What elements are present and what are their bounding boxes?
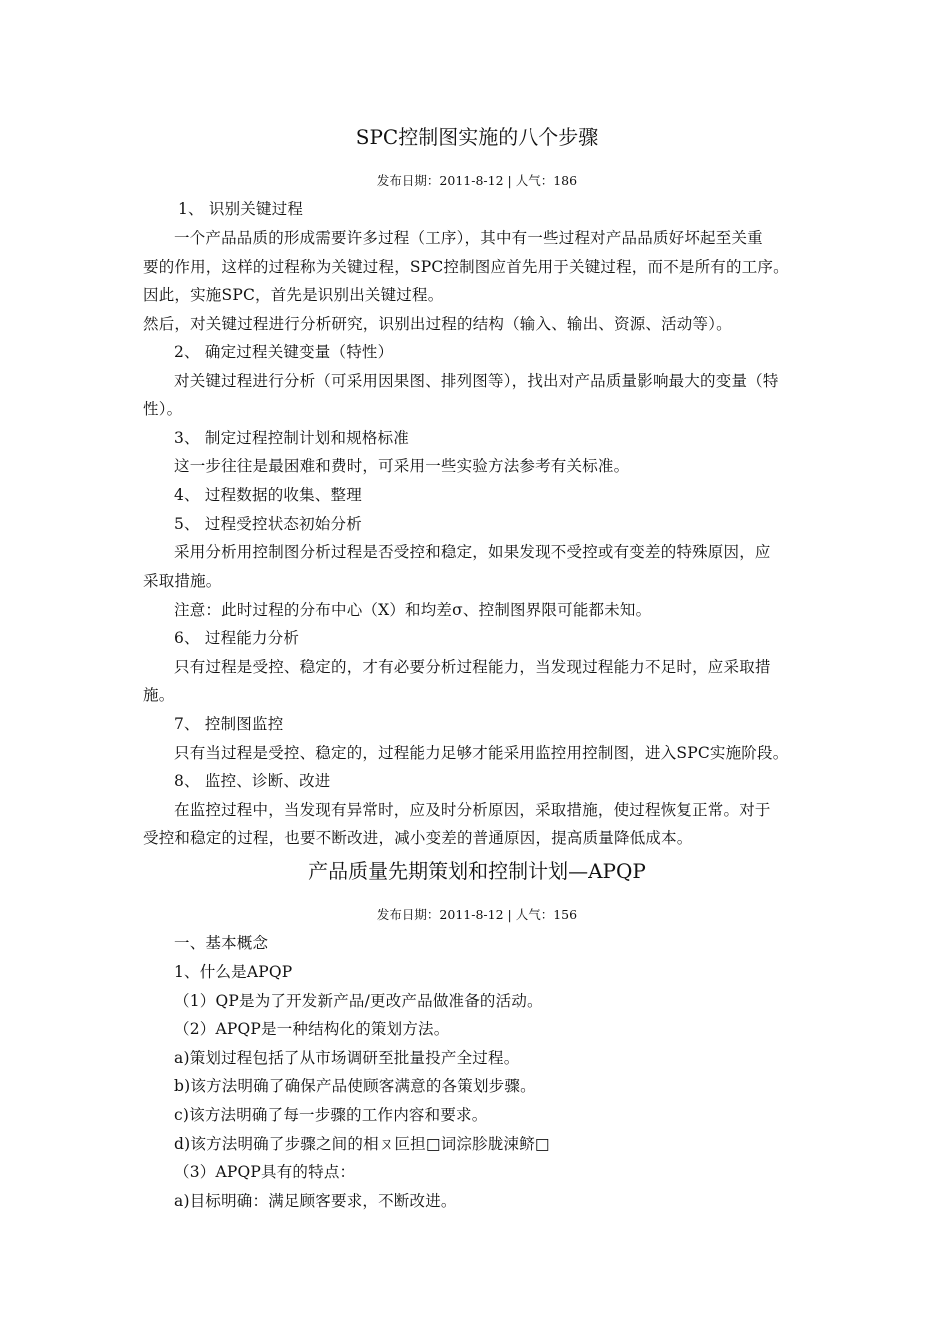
note-line: 注意：此时过程的分布中心（X）和均差σ、控制图界限可能都未知。 xyxy=(174,601,652,619)
paragraph-line: 采取措施。 xyxy=(143,572,222,590)
article-2-meta: 发布日期：2011-8-12 | 人气：156 xyxy=(376,907,578,922)
step-7-heading: 7、 控制图监控 xyxy=(174,715,284,733)
paragraph-line: 只有过程是受控、稳定的，才有必要分析过程能力，当发现过程能力不足时，应采取措 xyxy=(174,658,771,676)
list-item: d)该方法明确了步骤之间的相ㄡ叵担□词淙胗胧涑鲚□ xyxy=(174,1135,550,1153)
paragraph-line: 在监控过程中，当发现有异常时，应及时分析原因，采取措施，使过程恢复正常。对于 xyxy=(174,801,771,819)
step-8-heading: 8、 监控、诊断、改进 xyxy=(174,772,331,790)
step-6-heading: 6、 过程能力分析 xyxy=(174,629,300,647)
list-item: c)该方法明确了每一步骤的工作内容和要求。 xyxy=(174,1106,488,1124)
paragraph-line: 施。 xyxy=(143,686,175,704)
step-1-heading: 1、 识别关键过程 xyxy=(178,200,304,218)
paragraph-line: 一个产品品质的形成需要许多过程（工序），其中有一些过程对产品品质好坏起至关重 xyxy=(174,229,763,247)
article-1-title: SPC控制图实施的八个步骤 xyxy=(355,125,599,149)
list-item: （3）APQP具有的特点： xyxy=(174,1163,356,1181)
step-5-heading: 5、 过程受控状态初始分析 xyxy=(174,515,362,533)
paragraph-line: 然后，对关键过程进行分析研究，识别出过程的结构（输入、输出、资源、活动等）。 xyxy=(143,315,732,333)
article-1-meta: 发布日期：2011-8-12 | 人气：186 xyxy=(376,173,578,188)
paragraph-line: 要的作用，这样的过程称为关键过程，SPC控制图应首先用于关键过程，而不是所有的工序。 xyxy=(143,258,789,276)
subsection-heading: 1、什么是APQP xyxy=(174,963,293,981)
list-item: b)该方法明确了确保产品使顾客满意的各策划步骤。 xyxy=(174,1077,536,1095)
step-3-heading: 3、 制定过程控制计划和规格标准 xyxy=(174,429,409,447)
paragraph-line: 这一步往往是最困难和费时，可采用一些实验方法参考有关标准。 xyxy=(174,457,630,475)
article-2-title: 产品质量先期策划和控制计划—APQP xyxy=(308,859,646,883)
paragraph-line: 因此，实施SPC，首先是识别出关键过程。 xyxy=(143,286,444,304)
list-item: a)目标明确：满足顾客要求，不断改进。 xyxy=(174,1192,457,1210)
paragraph-line: 对关键过程进行分析（可采用因果图、排列图等），找出对产品质量影响最大的变量（特 xyxy=(174,372,779,390)
list-item: （1）QP是为了开发新产品/更改产品做准备的活动。 xyxy=(174,992,543,1010)
paragraph-line: 采用分析用控制图分析过程是否受控和稳定，如果发现不受控或有变差的特殊原因，应 xyxy=(174,543,771,561)
list-item: a)策划过程包括了从市场调研至批量投产全过程。 xyxy=(174,1049,520,1067)
paragraph-line: 性）。 xyxy=(143,400,183,418)
step-2-heading: 2、 确定过程关键变量（特性） xyxy=(174,343,394,361)
list-item: （2）APQP是一种结构化的策划方法。 xyxy=(174,1020,450,1038)
paragraph-line: 受控和稳定的过程，也要不断改进，减小变差的普通原因，提高质量降低成本。 xyxy=(143,829,693,847)
section-heading: 一、基本概念 xyxy=(174,934,269,952)
paragraph-line: 只有当过程是受控、稳定的，过程能力足够才能采用监控用控制图，进入SPC实施阶段。 xyxy=(174,744,789,762)
step-4-heading: 4、 过程数据的收集、整理 xyxy=(174,486,362,504)
